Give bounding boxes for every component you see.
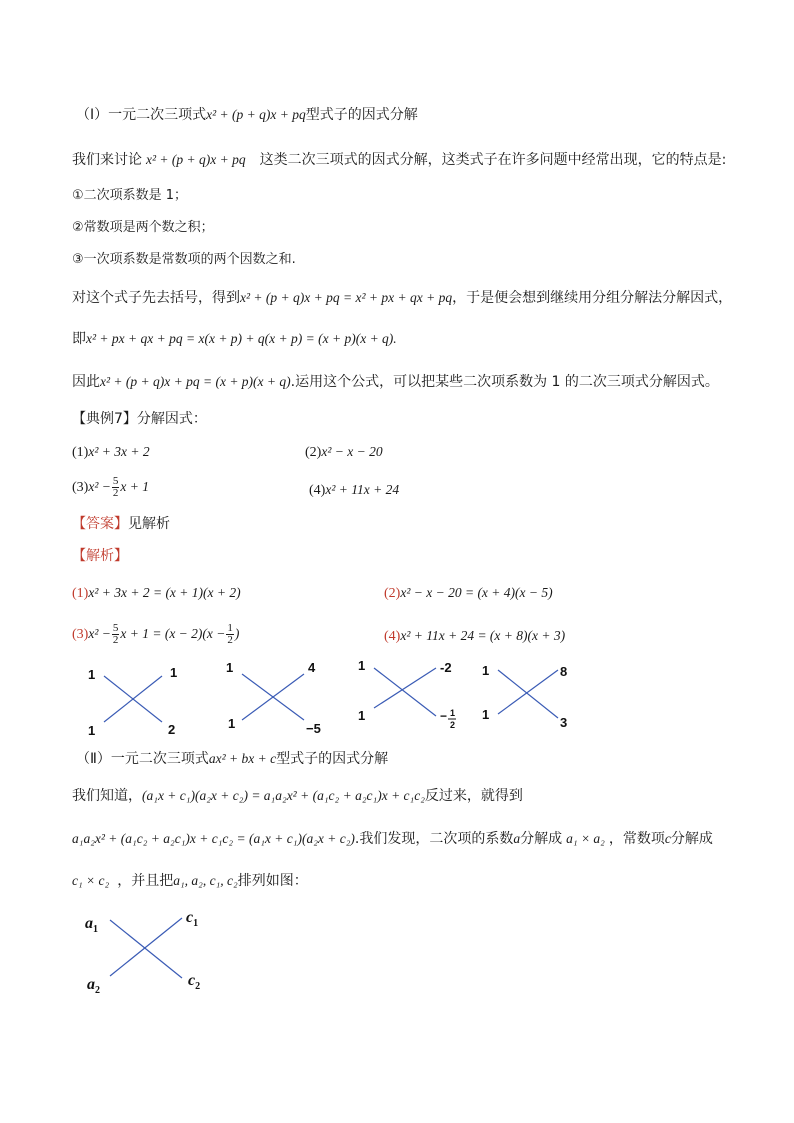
- cross-tl: 1: [358, 658, 366, 673]
- intro-paragraph: 我们来讨论 x² + (p + q)x + pq 这类二次三项式的因式分解，这类式子在许多问题中经常出现，它的特点是:: [72, 152, 727, 168]
- paragraph-grouping: 即x² + px + qx + pq = x(x + p) + q(x + p) = (x + p)(x + q).: [72, 331, 397, 347]
- cross-bl: 1: [482, 707, 490, 722]
- section2-heading: （Ⅱ）一元二次三项式ax² + bx + c型式子的因式分解: [76, 751, 389, 767]
- cross-a1: $a_1$: [85, 915, 98, 935]
- analysis-item-1: (1)x² + 3x + 2 = (x + 1)(x + 2): [72, 585, 241, 601]
- paragraph-reverse: a₁a₂x² + (a₁c₂ + a₂c₁)x + c₁c₂ = (a₁x + c₁)(a₂x + c₂).我们发现，二次项的系数a分解成 a₁ × a₂ ，常数项c分解成: [72, 831, 713, 847]
- example-item-2: (2)x² − x − 20: [305, 444, 383, 460]
- cross-bl: 1: [88, 723, 96, 738]
- feature-3: ③一次项系数是常数项的两个因数之和.: [72, 252, 296, 267]
- paragraph-known: 我们知道，(a₁x + c₁)(a₂x + c₂) = a₁a₂x² + (a₁c₂ + a₂c₁)x + c₁c₂反过来，就得到: [72, 788, 523, 804]
- cross-diagram-3: [352, 654, 464, 738]
- fraction: $\frac{1}{2}$: [227, 621, 233, 646]
- answer-line: 【答案】见解析: [72, 516, 170, 532]
- feature-2: ②常数项是两个数之积；: [72, 220, 214, 235]
- example-item-3: (3)x² − $\frac{5}{2}$ x + 1: [72, 474, 149, 499]
- cross-tl: 1: [482, 663, 490, 678]
- cross-line: [110, 920, 182, 978]
- fraction: $\frac{5}{2}$: [112, 474, 119, 499]
- cross-line: [110, 918, 182, 976]
- cross-c1: $c_1$: [186, 909, 199, 929]
- cross-diagram-1: [84, 658, 194, 738]
- cross-line: [374, 668, 436, 708]
- analysis-item-4: (4)x² + 11x + 24 = (x + 8)(x + 3): [384, 628, 566, 644]
- cross-line: [374, 668, 436, 716]
- cross-br: 3: [560, 715, 568, 730]
- cross-br-den: 2: [450, 720, 456, 730]
- cross-br-sign: −: [440, 709, 448, 723]
- analysis-item-3: (3)x² − $\frac{5}{2}$ x + 1 = (x − 2)(x − $\frac{1}{2}$ ): [72, 621, 240, 646]
- paragraph-formula: 因此x² + (p + q)x + pq = (x + p)(x + q).运用这个公式，可以把某些二次项系数为 1 的二次三项式分解因式。: [72, 374, 719, 390]
- cross-c2: $c_2$: [188, 972, 201, 992]
- cross-tl: 1: [88, 667, 96, 682]
- cross-tr: 8: [560, 664, 568, 679]
- paragraph-expand: 对这个式子先去括号，得到x² + (p + q)x + pq = x² + px + qx + pq，于是便会想到继续用分组分解法分解因式，: [72, 290, 733, 306]
- cross-diagram-4: [476, 656, 586, 738]
- cross-bl: 1: [358, 708, 366, 723]
- feature-1: ①二次项系数是 1；: [72, 188, 188, 203]
- paragraph-arrange: c₁ × c₂ ，并且把a₁, a₂, c₁, c₂排列如图：: [72, 873, 308, 889]
- cross-diagram-general: [80, 900, 220, 1000]
- cross-br-num: 1: [450, 708, 456, 718]
- fraction: $\frac{5}{2}$: [112, 621, 119, 646]
- cross-bl: 1: [228, 716, 236, 731]
- cross-a2: $a_2$: [87, 976, 100, 996]
- cross-br: 2: [168, 722, 176, 737]
- cross-tl: 1: [226, 660, 234, 675]
- example-item-1: (1)x² + 3x + 2: [72, 444, 150, 460]
- example-title: 【典例7】分解因式：: [72, 411, 207, 427]
- analysis-item-2: (2)x² − x − 20 = (x + 4)(x − 5): [384, 585, 553, 601]
- cross-br: −5: [306, 721, 321, 736]
- section1-heading: （Ⅰ）一元二次三项式x² + (p + q)x + pq型式子的因式分解: [76, 107, 418, 123]
- analysis-tag: 【解析】: [72, 548, 128, 564]
- cross-tr: -2: [440, 660, 452, 675]
- cross-diagram-2: [222, 654, 332, 738]
- cross-tr: 1: [170, 665, 178, 680]
- example-item-4: (4)x² + 11x + 24: [309, 482, 400, 498]
- cross-tr: 4: [308, 660, 316, 675]
